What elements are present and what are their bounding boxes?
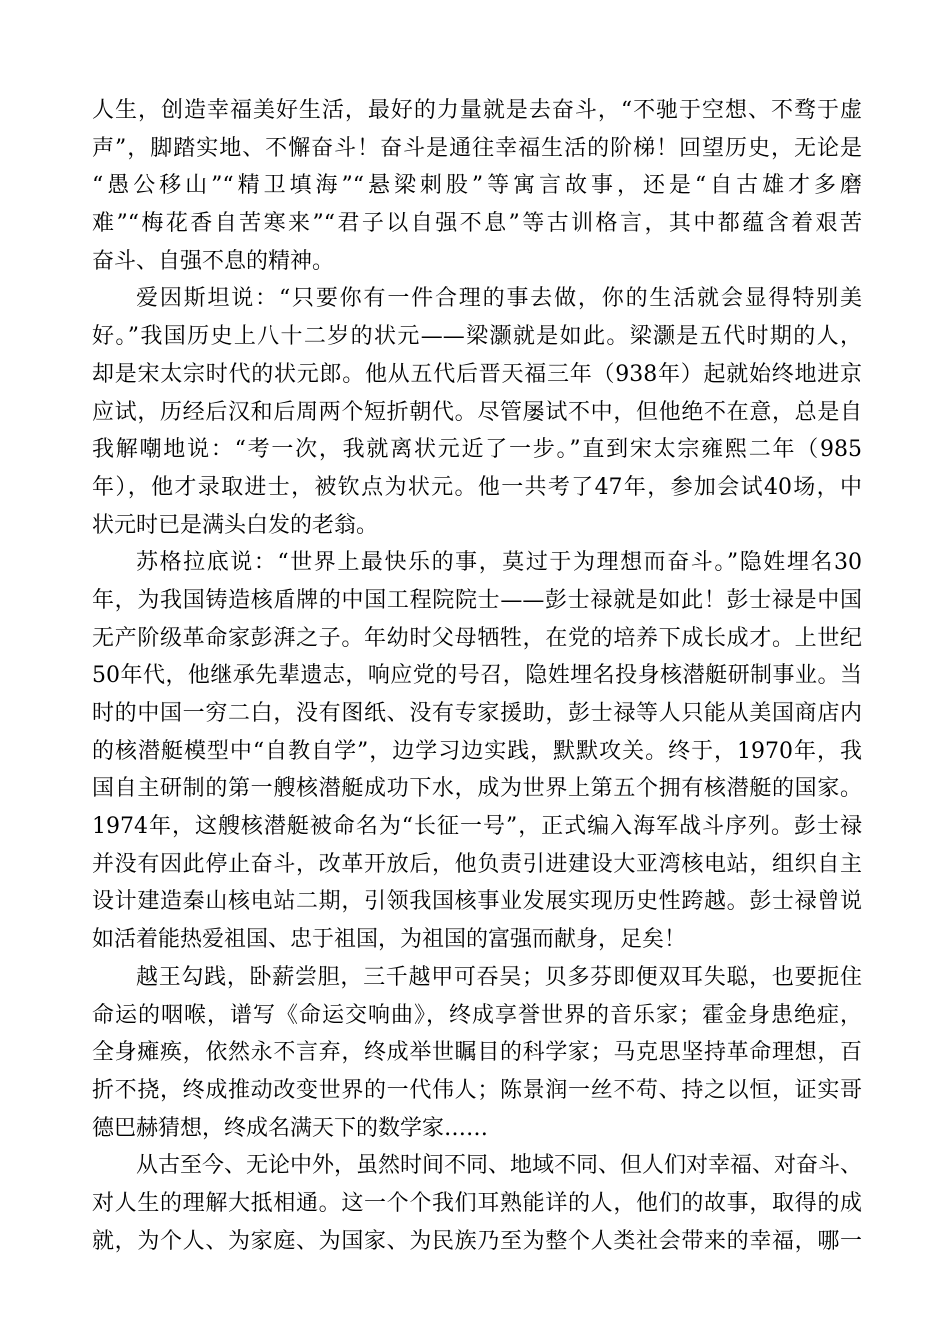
text-line: 1974年，这艘核潜艇被命名为“长征一号”，正式编入海军战斗序列。彭士禄 — [92, 814, 862, 840]
text-line: 苏格拉底说：“世界上最快乐的事，莫过于为理想而奋斗。”隐姓埋名30 — [136, 550, 862, 576]
text-line: 好。”我国历史上八十二岁的状元——梁灏就是如此。梁灏是五代时期的人， — [92, 324, 862, 350]
text-line: 折不挠，终成推动改变世界的一代伟人；陈景润一丝不苟、持之以恒，证实哥 — [92, 1077, 862, 1103]
paragraph-5 — [92, 1147, 862, 1260]
text-line: 全身瘫痪，依然永不言弃，终成举世瞩目的科学家；马克思坚持革命理想，百 — [92, 1040, 862, 1066]
paragraph-4 — [92, 959, 862, 1147]
text-line: 爱因斯坦说：“只要你有一件合理的事去做，你的生活就会显得特别美 — [136, 286, 862, 312]
text-line: 越王勾践，卧薪尝胆，三千越甲可吞吴；贝多芬即便双耳失聪，也要扼住 — [136, 964, 862, 990]
text-line: 人生，创造幸福美好生活，最好的力量就是去奋斗，“不驰于空想、不骛于虚 — [92, 98, 862, 123]
paragraph-1 — [92, 92, 862, 280]
text-line: 年，为我国铸造核盾牌的中国工程院院士——彭士禄就是如此！彭士禄是中国 — [92, 587, 862, 613]
text-line: “愚公移山”“精卫填海”“悬梁刺股”等寓言故事，还是“自古雄才多磨 — [92, 173, 862, 199]
text-line: 如活着能热爱祖国、忠于祖国，为祖国的富强而献身，足矣！ — [92, 927, 687, 953]
text-line: 时的中国一穷二白，没有图纸、没有专家援助，彭士禄等人只能从美国商店内 — [92, 701, 862, 726]
text-line: 无产阶级革命家彭湃之子。年幼时父母牺牲，在党的培养下成长成才。上世纪 — [92, 625, 862, 651]
text-line: 状元时已是满头白发的老翁。 — [92, 512, 379, 538]
text-line: 命运的咽喉，谱写《命运交响曲》，终成享誉世界的音乐家；霍金身患绝症， — [92, 1002, 862, 1028]
text-line: 从古至今、无论中外，虽然时间不同、地域不同、但人们对幸福、对奋斗、 — [136, 1153, 863, 1179]
text-line: 的核潜艇模型中“自教自学”，边学习边实践，默默攻关。终于，1970年，我 — [92, 738, 862, 764]
text-line: 设计建造秦山核电站二期，引领我国核事业发展实现历史性跨越。彭士禄曾说 — [92, 889, 862, 915]
paragraph-2 — [92, 280, 862, 544]
paragraph-3 — [92, 544, 862, 959]
text-line: 奋斗、自强不息的精神。 — [92, 248, 335, 274]
document-body — [92, 92, 862, 1260]
text-line: 并没有因此停止奋斗，改革开放后，他负责引进建设大亚湾核电站，组织自主 — [92, 851, 862, 877]
text-line: 却是宋太宗时代的状元郎。他从五代后晋天福三年（938年）起就始终地进京 — [92, 361, 862, 387]
text-line: 声”，脚踏实地、不懈奋斗！奋斗是通往幸福生活的阶梯！回望历史，无论是 — [92, 135, 862, 161]
text-line: 年），他才录取进士，被钦点为状元。他一共考了47年，参加会试40场，中 — [92, 474, 862, 500]
text-line: 我解嘲地说：“考一次，我就离状元近了一步。”直到宋太宗雍熙二年（985 — [92, 437, 862, 463]
text-line: 就，为个人、为家庭、为国家、为民族乃至为整个人类社会带来的幸福，哪一 — [92, 1228, 862, 1254]
text-line: 应试，历经后汉和后周两个短折朝代。尽管屡试不中，但他绝不在意，总是自 — [92, 399, 862, 425]
text-line: 对人生的理解大抵相通。这一个个我们耳熟能详的人，他们的故事，取得的成 — [92, 1190, 862, 1216]
text-line: 德巴赫猜想，终成名满天下的数学家…… — [92, 1115, 489, 1141]
text-line: 国自主研制的第一艘核潜艇成功下水，成为世界上第五个拥有核潜艇的国家。 — [92, 776, 862, 802]
text-line: 难”“梅花香自苦寒来”“君子以自强不息”等古训格言，其中都蕴含着艰苦 — [92, 211, 862, 237]
text-line: 50年代，他继承先辈遗志，响应党的号召，隐姓埋名投身核潜艇研制事业。当 — [92, 663, 862, 689]
